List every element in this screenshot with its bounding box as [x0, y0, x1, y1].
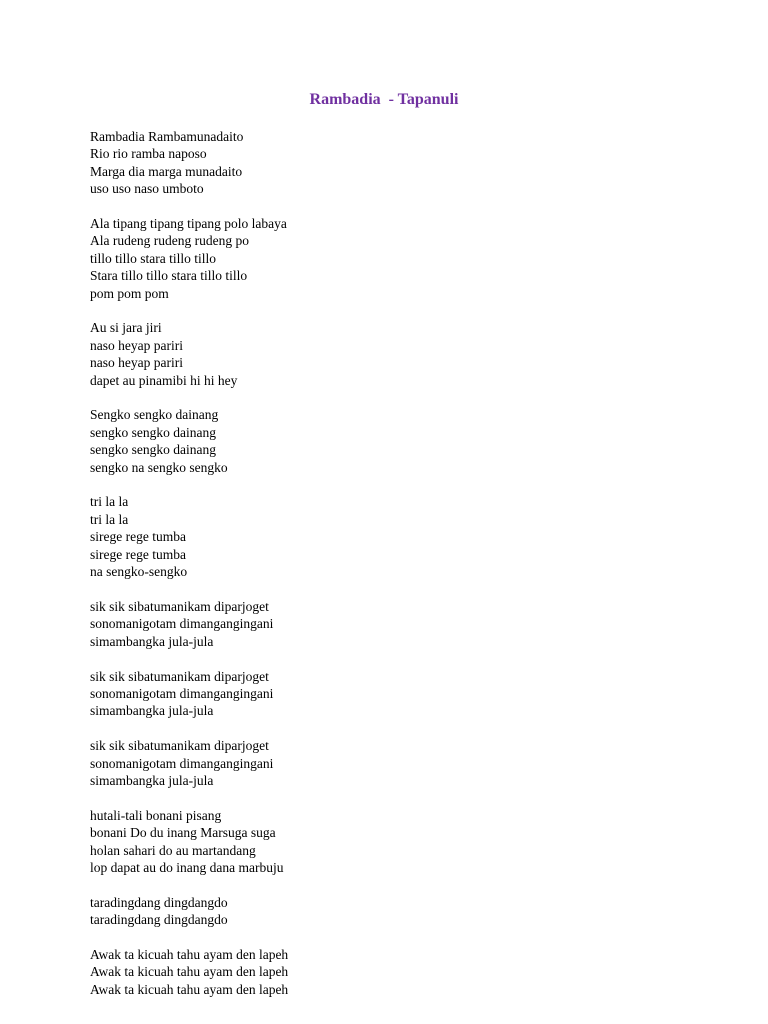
lyric-stanza: [90, 598, 710, 650]
lyric-line: uso uso naso umboto: [90, 181, 204, 197]
lyric-line: tri la la: [90, 511, 129, 527]
lyric-stanza: [90, 215, 710, 302]
lyric-line: bonani Do du inang Marsuga suga: [90, 825, 276, 841]
lyric-line: simambangka jula-jula: [90, 633, 214, 649]
lyric-line: sonomanigotam dimangangingani: [90, 616, 274, 632]
lyric-stanza: [90, 946, 710, 998]
lyric-stanza: [90, 668, 710, 720]
lyric-line: sengko sengko dainang: [90, 424, 216, 440]
lyric-line: sonomanigotam dimangangingani: [90, 755, 274, 771]
lyric-stanza: [90, 737, 710, 789]
lyric-line: dapet au pinamibi hi hi hey: [90, 372, 238, 388]
lyric-line: Awak ta kicuah tahu ayam den lapeh: [90, 981, 289, 997]
lyric-line: Stara tillo tillo stara tillo tillo: [90, 268, 248, 284]
lyric-line: pom pom pom: [90, 285, 169, 301]
lyric-line: sik sik sibatumanikam diparjoget: [90, 738, 269, 754]
lyric-line: simambangka jula-jula: [90, 703, 214, 719]
lyric-line: hutali-tali bonani pisang: [90, 807, 222, 823]
lyric-line: Marga dia marga munadaito: [90, 163, 243, 179]
lyric-stanza: [90, 128, 710, 198]
lyric-line: Awak ta kicuah tahu ayam den lapeh: [90, 964, 289, 980]
lyric-line: Rio rio ramba naposo: [90, 146, 207, 162]
lyric-line: naso heyap pariri: [90, 355, 183, 371]
lyric-line: sonomanigotam dimangangingani: [90, 685, 274, 701]
lyric-line: holan sahari do au martandang: [90, 842, 256, 858]
lyric-line: tillo tillo stara tillo tillo: [90, 250, 216, 266]
lyric-line: sengko sengko dainang: [90, 442, 216, 458]
lyric-line: tri la la: [90, 494, 129, 510]
lyric-line: sengko na sengko sengko: [90, 459, 228, 475]
lyric-line: Ala rudeng rudeng rudeng po: [90, 233, 249, 249]
lyric-line: sirege rege tumba: [90, 546, 186, 562]
lyric-stanza: [90, 807, 710, 877]
lyric-stanza: [90, 493, 710, 580]
lyric-line: sik sik sibatumanikam diparjoget: [90, 668, 269, 684]
lyric-line: Awak ta kicuah tahu ayam den lapeh: [90, 946, 289, 962]
lyric-line: taradingdang dingdangdo: [90, 912, 228, 928]
lyric-line: Rambadia Rambamunadaito: [90, 129, 244, 144]
lyric-line: Ala tipang tipang tipang polo labaya: [90, 216, 287, 232]
lyric-stanza: [90, 894, 710, 929]
lyric-line: taradingdang dingdangdo: [90, 894, 228, 910]
lyric-line: na sengko-sengko: [90, 564, 188, 580]
lyrics-body: [90, 128, 710, 1016]
lyric-line: sik sik sibatumanikam diparjoget: [90, 598, 269, 614]
lyric-line: naso heyap pariri: [90, 337, 183, 353]
lyric-stanza: [90, 406, 710, 476]
lyric-line: sirege rege tumba: [90, 529, 186, 545]
lyric-stanza: [90, 319, 710, 389]
lyric-line: lop dapat au do inang dana marbuju: [90, 859, 284, 875]
lyric-line: Au si jara jiri: [90, 320, 162, 336]
lyric-line: simambangka jula-jula: [90, 772, 214, 788]
lyric-line: Sengko sengko dainang: [90, 407, 219, 423]
document-title: Rambadia - Tapanuli: [309, 91, 459, 108]
